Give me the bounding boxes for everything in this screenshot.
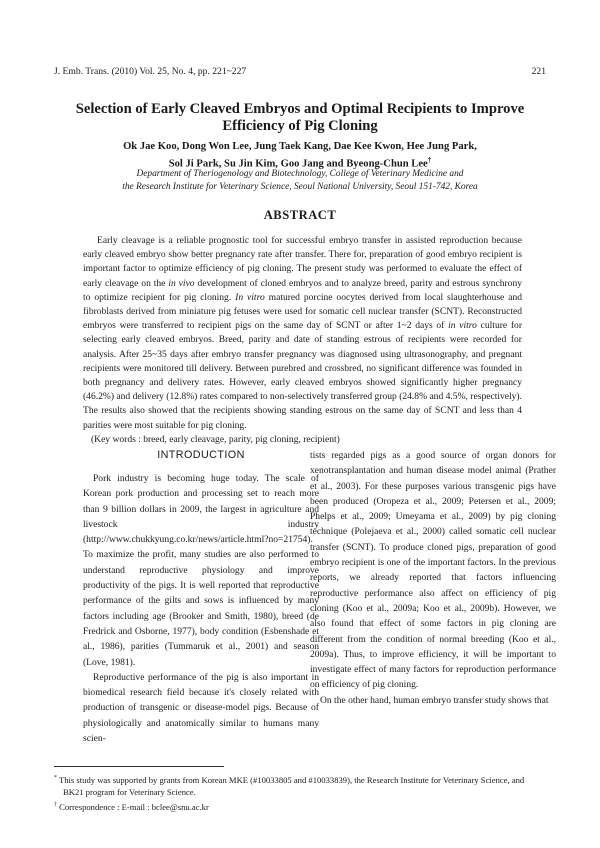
abstract-body xyxy=(83,234,522,447)
abstract-text-4: culture for selecting early cleaved embryos. Breed, parity and date of standing estrous of recipients were recorded for analysis. After 25~35 days after embryo transfer pregnancy was diagnosed using ultrasonography, and pregnant recipients were monitored till delivery. Between purebred and crossbred, no significant difference was founded in both pregnancy and delivery rates. However, early cleaved embryos showed significantly higher pregnancy (46.2%) and delivery (12.8%) rates compared to non-selectively transferred group (24.8% and 4.5%, respectively). The results also showed that the recipients showing standing estrous on the same day of SCNT and less than 4 parities were most suitable for pig cloning. xyxy=(83,320,522,431)
footnote-funding xyxy=(54,772,546,799)
intro-paragraph-2-cont: tists regarded pigs as a good source of organ donors for xenotransplantation and human disease model animal (Prather et al., 2003). For these purposes various transgenic pigs have been produced (Oropeza et al., 2009; Petersen et al., 2009; Phelps et al., 2009; Umeyama et al., 2009) by pig cloning technique (Polejaeva et al., 2000) called somatic cell nuclear transfer (SCNT). To produce cloned pigs, preparation of good embryo recipient is one of the important factors. In the previous reports, we already reported that factors influencing reproductive performance also affect on efficiency of pig cloning (Koo et al., 2009a; Koo et al., 2009b). However, we also found that effect of some factors in pig cloning are different from the condition of normal breeding (Koo et al., 2009a). Thus, to improve efficiency, it will be important to investigate effect of many factors for reproduction performance on efficiency of pig cloning. xyxy=(310,450,556,691)
article-title xyxy=(40,101,560,135)
affiliation-line-1: Department of Theriogenology and Biotechnology, College of Veterinary Medicine and xyxy=(136,169,464,179)
author-list xyxy=(40,140,560,171)
abstract-text-2: development of cloned embryos and to analyze breed, parity and estrous synchrony to optimize recipient for pig cloning. xyxy=(83,277,522,303)
intro-paragraph-1: Pork industry is becoming huge today. The scale of Korean pork production and processing set to reach more than 9 billion dollars in 2009, the largest in agriculture and livestock industry (http://www.chukkyung.co.kr/news/article.html?no=21754). To maximize the profit, many studies are also performed to understand reproductive physiology and improve productivity of the pigs. It is well reported that reproductive performance of the gilts and sows is influenced by many factors including age (Brooker and Smith, 1980), breed (de Fredrick and Osborne, 1977), body condition (Esbenshade et al., 1986), parities (Tummaruk et al., 2001) and season (Love, 1981). xyxy=(83,473,319,668)
keywords: (Key words : breed, early cleavage, parity, pig cloning, recipient) xyxy=(91,433,340,445)
abstract-paragraph xyxy=(83,234,522,433)
footnote-mark-2: † xyxy=(54,801,57,808)
footnotes xyxy=(54,772,546,813)
title-line-1: Selection of Early Cleaved Embryos and Optimal Recipients to Improve xyxy=(75,101,525,117)
page-number: 221 xyxy=(531,66,546,77)
footnote-mark-1: * xyxy=(54,775,57,781)
abstract-italic-3: in vitro xyxy=(448,320,477,332)
abstract-text-1: Early cleavage is a reliable prognostic tool for successful embryo transfer in assisted reproduction because early cleaved embryo show better pregnancy rate after transfer. There for, preparation of good embryo recipient is important factor to optimize efficiency of pig cloning. The present study was performed to evaluate the effect of early cleavage on the xyxy=(83,235,522,289)
footnote-correspondence xyxy=(54,799,546,813)
footnote-correspondence-text: Correspondence : E-mail : bclee@snu.ac.kr xyxy=(59,801,209,812)
abstract-italic-1: in vivo xyxy=(168,277,195,289)
right-column xyxy=(310,448,556,708)
affiliation-line-2: the Research Institute for Veterinary Science, Seoul National University, Seoul 151-742, Korea xyxy=(122,181,478,192)
abstract-heading: ABSTRACT xyxy=(263,208,337,222)
title-line-2: Efficiency of Pig Cloning xyxy=(222,118,378,134)
abstract-text-3: matured porcine oocytes derived from local slaughterhouse and fibroblasts derived from miniature pig fetuses were used for somatic cell nuclear transfer (SCNT). Reconstructed embryos were transferred to recipient pigs on the same day of SCNT or after 1~2 days of xyxy=(83,291,522,332)
corresponding-author-mark: † xyxy=(427,155,432,164)
journal-citation: J. Emb. Trans. (2010) Vol. 25, No. 4, pp. 221~227 xyxy=(54,66,247,77)
left-column xyxy=(83,448,319,746)
introduction-heading: INTRODUCTION xyxy=(157,449,245,461)
intro-paragraph-2: Reproductive performance of the pig is also important in biomedical research field because it's closely related with production of transgenic or disease-model pigs. Because of physiologically and anatomically similar to humans many scien- xyxy=(83,671,319,745)
intro-paragraph-3: On the other hand, human embryo transfer study shows that xyxy=(320,694,549,706)
running-head xyxy=(54,66,546,77)
footnote-divider xyxy=(54,766,224,767)
abstract-italic-2: In vitro xyxy=(235,291,265,303)
authors-line-2-text: Sol Ji Park, Su Jin Kim, Goo Jang and Byeong-Chun Lee xyxy=(168,158,428,170)
authors-line-1: Ok Jae Koo, Dong Won Lee, Jung Taek Kang, Dae Kee Kwon, Hee Jung Park, xyxy=(123,141,477,152)
footnote-funding-text: This study was supported by grants from Korean MKE (#10033805 and #10033839), the Research Institute for Veterinary Science, and BK21 program for Veterinary Science. xyxy=(59,774,525,798)
affiliation xyxy=(40,168,560,193)
